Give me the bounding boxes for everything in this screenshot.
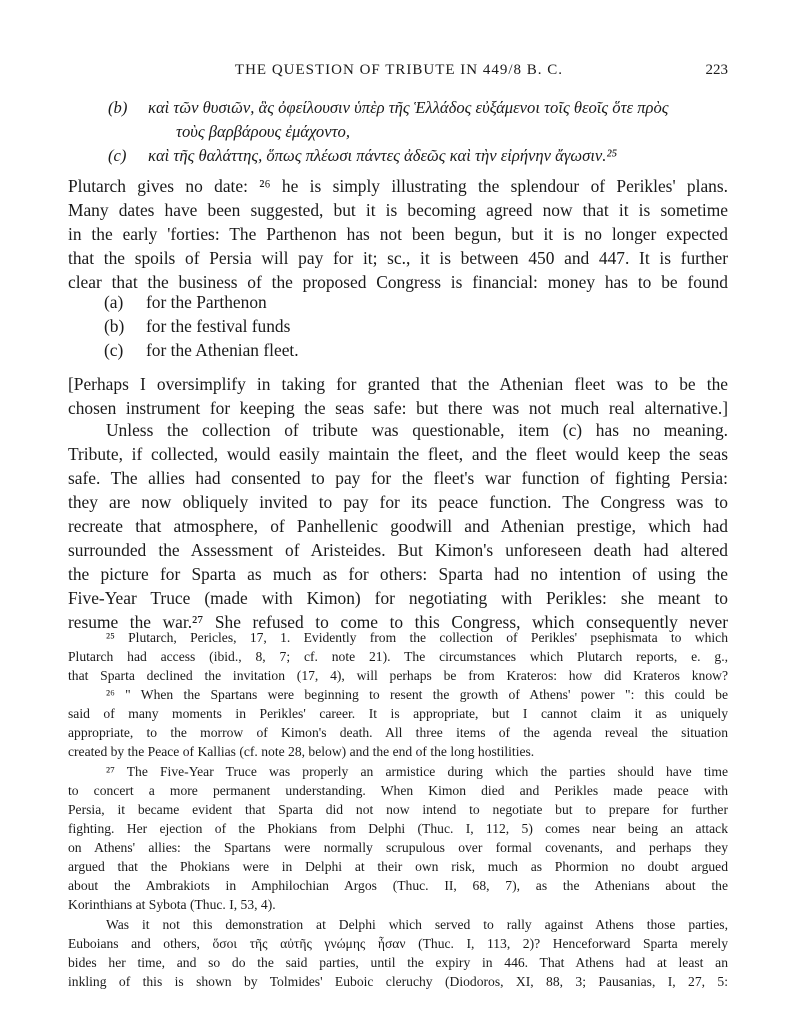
footnote-line: ²⁵ Plutarch, Pericles, 17, 1. Evidently from the collection of Perikles' psephismata to which [106, 630, 728, 645]
text-line: Five-Year Truce (made with Kimon) for negotiating with Perikles: she meant to [68, 588, 728, 608]
footnote-line: ²⁷ The Five-Year Truce was properly an armistice during which the parties should have time [106, 764, 728, 779]
agenda-label: (c) [104, 340, 124, 360]
greek-quotation [68, 96, 728, 168]
text-line: Tribute, if collected, would easily maintain the fleet, and the fleet would keep the seas [68, 444, 728, 464]
footnote-27 [68, 762, 728, 914]
greek-line [68, 144, 728, 168]
footnote-line: inkling of this is shown by Tolmides' Euboic cleruchy (Diodoros, XI, 88, 3; Pausanias, I, 27, 5: [68, 974, 728, 989]
paragraph-plutarch-date [68, 174, 728, 294]
text-line: they are now obliquely invited to pay for its peace function. The Congress was to [68, 492, 728, 512]
footnote-line: fighting. Her ejection of the Phokians from Delphi (Thuc. I, 112, 5) comes near being an attack [68, 821, 728, 836]
agenda-text: for the Athenian fleet. [146, 340, 299, 360]
greek-line [68, 120, 728, 144]
agenda-label: (a) [104, 292, 124, 312]
agenda-text: for the Parthenon [146, 292, 267, 312]
footnote-27-continued [68, 915, 728, 991]
running-title: THE QUESTION OF TRIBUTE IN 449/8 B. C. [234, 62, 564, 78]
greek-item-label: (b) [108, 98, 128, 117]
footnote-line: on Athens' allies: the Spartans were normally scrupulous over formal covenants, and perhaps they [68, 840, 728, 855]
text-line: the picture for Sparta as much as for others: Sparta had no intention of using the [68, 564, 728, 584]
footnote-line: bides her time, and so do the said parties, until the expiry in 446. That Athens had at least an [68, 955, 728, 970]
agenda-item [68, 314, 728, 338]
agenda-text: for the festival funds [146, 316, 291, 336]
greek-line [68, 96, 728, 120]
text-line: in the early 'forties: The Parthenon has not been begun, but it is no longer expected [68, 224, 728, 244]
footnote-line: about the Ambrakiots in Amphilochian Argos (Thuc. II, 68, 7), as the Athenians about the [68, 878, 728, 893]
text-line: that the spoils of Persia will pay for it; sc., it is between 450 and 447. It is further [68, 248, 728, 268]
greek-item-label: (c) [108, 146, 127, 165]
text-line: [Perhaps I oversimplify in taking for granted that the Athenian fleet was to be the [68, 374, 728, 394]
paragraph-bracketed-note [68, 372, 728, 420]
agenda-label: (b) [104, 316, 125, 336]
footnote-line: appropriate, to the morrow of Kimon's death. All three items of the agenda reveal the situation [68, 725, 728, 740]
agenda-list [68, 290, 728, 362]
page-number: 223 [705, 62, 728, 78]
agenda-item [68, 290, 728, 314]
running-header [70, 62, 728, 84]
footnote-line: created by the Peace of Kallias (cf. note 28, below) and the end of the long hostilities. [68, 744, 535, 759]
greek-text: καὶ τῶν θυσιῶν, ἃς ὀφείλουσιν ὑπὲρ τῆς Ἑλλάδος εὐξάμενοι τοῖς θεοῖς ὅτε πρὸς [148, 98, 669, 117]
text-line: resume the war.²⁷ She refused to come to this Congress, which consequently never [68, 612, 728, 632]
text-line: surrounded the Assessment of Aristeides. But Kimon's unforeseen death had altered [68, 540, 728, 560]
footnote-line: that Sparta declined the invitation (17, 4), will perhaps be from Krateros: how did Krateros know? [68, 668, 728, 683]
footnote-25 [68, 628, 728, 685]
footnote-line: Korinthians at Sybota (Thuc. I, 53, 4). [68, 897, 276, 912]
agenda-item [68, 338, 728, 362]
footnote-line: Plutarch had access (ibid., 8, 7; cf. note 21). The circumstances which Plutarch reports, e. g., [68, 649, 728, 664]
footnote-26 [68, 685, 728, 761]
greek-text: τοὺς βαρβάρους ἐμάχοντο, [176, 122, 350, 141]
text-line: Plutarch gives no date: ²⁶ he is simply illustrating the splendour of Perikles' plans. [68, 176, 728, 196]
text-line: chosen instrument for keeping the seas safe: but there was not much real alternative.] [68, 398, 728, 418]
text-line: Many dates have been suggested, but it is becoming agreed now that it is sometime [68, 200, 728, 220]
footnote-line: to concert a more permanent understanding. When Kimon died and Perikles made peace with [68, 783, 728, 798]
footnote-line: Persia, it became evident that Sparta did not now intend to negotiate but to prepare for further [68, 802, 728, 817]
footnote-line: Was it not this demonstration at Delphi which served to rally against Athens those parties, [106, 917, 728, 932]
greek-text: καὶ τῆς θαλάττης, ὅπως πλέωσι πάντες ἀδεῶς καὶ τὴν εἰρήνην ἄγωσιν.²⁵ [148, 146, 618, 165]
text-line: Unless the collection of tribute was questionable, item (c) has no meaning. [106, 420, 728, 440]
text-line: safe. The allies had consented to pay for the fleet's war function of fighting Persia: [68, 468, 728, 488]
footnote-line: ²⁶ " When the Spartans were beginning to resent the growth of Athens' power ": this could be [106, 687, 728, 702]
footnote-line: argued that the Phokians were in Delphi at their own risk, much as Phormion no doubt argued [68, 859, 728, 874]
text-line: clear that the business of the proposed Congress is financial: money has to be found [68, 272, 728, 292]
footnote-line: Euboians and others, ὅσοι τῆς αὐτῆς γνώμης ἦσαν (Thuc. I, 113, 2)? Henceforward Sparta merely [68, 936, 728, 951]
paragraph-tribute-collection [68, 418, 728, 634]
text-line: recreate that atmosphere, of Panhellenic goodwill and Athenian prestige, which had [68, 516, 728, 536]
footnote-line: said of many moments in Perikles' career. It is appropriate, but I cannot claim it as uniquely [68, 706, 728, 721]
